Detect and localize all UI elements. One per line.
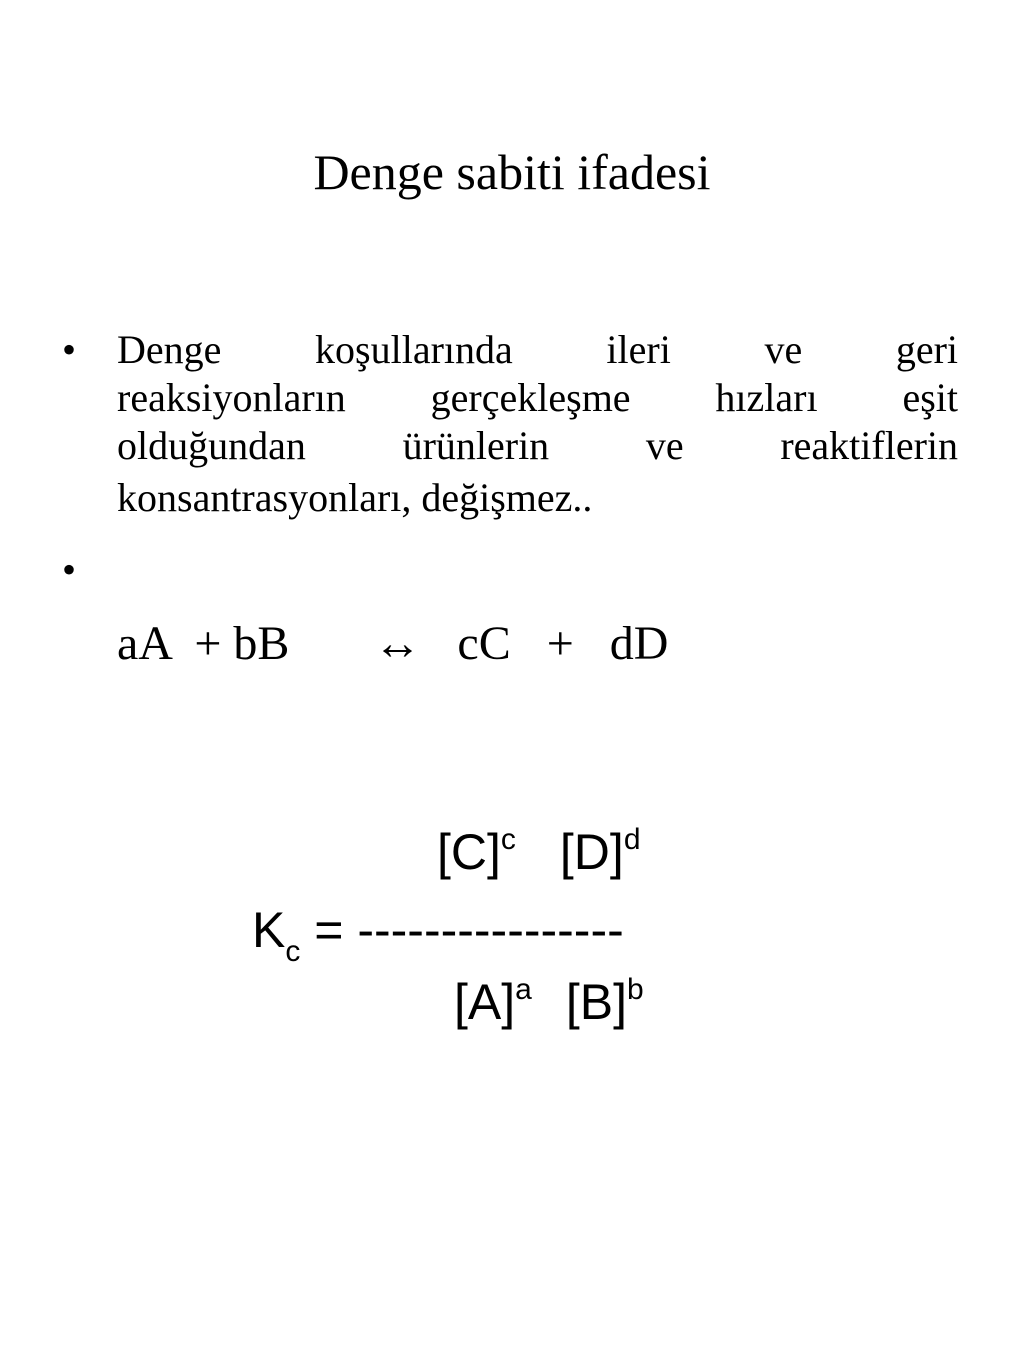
bullet-paragraph	[117, 326, 958, 522]
word: reaktiflerin	[780, 423, 959, 468]
term-base: [A]	[454, 974, 516, 1030]
kc-symbol: K	[252, 902, 286, 958]
bullet-marker-1: •	[62, 327, 77, 372]
denominator-term-b	[566, 974, 644, 1030]
paragraph-line-2	[117, 374, 958, 422]
word: ürünlerin	[402, 423, 550, 468]
word: reaksiyonların	[117, 375, 346, 420]
term-exponent: b	[626, 973, 644, 1006]
paragraph-line-1	[117, 326, 958, 374]
kc-denominator	[454, 970, 644, 1042]
term-base: [D]	[559, 824, 624, 880]
numerator-term-c	[437, 824, 516, 880]
kc-subscript: c	[285, 935, 301, 968]
reaction-equation: aA + bB ↔ cC + dD	[117, 617, 669, 670]
word: gerçekleşme	[430, 375, 631, 420]
term-exponent: d	[623, 823, 641, 856]
paragraph-line-4: konsantrasyonları, değişmez..	[117, 475, 593, 520]
term-exponent: c	[500, 823, 516, 856]
word: Denge	[117, 327, 222, 372]
numerator-term-d	[560, 824, 641, 880]
word: ileri	[606, 327, 671, 372]
slide-title: Denge sabiti ifadesi	[313, 144, 711, 200]
kc-fraction-line	[252, 898, 624, 970]
word: eşit	[902, 375, 958, 420]
kc-numerator	[437, 820, 641, 892]
word: olduğundan	[117, 423, 306, 468]
word: geri	[895, 327, 959, 372]
term-exponent: a	[515, 973, 532, 1006]
word: hızları	[715, 375, 818, 420]
term-base: [B]	[565, 974, 627, 1030]
paragraph-line-3	[117, 422, 958, 470]
fraction-bar: = ----------------	[300, 902, 624, 958]
word: ve	[764, 327, 803, 372]
bullet-marker-2: •	[62, 547, 77, 592]
term-base: [C]	[437, 824, 501, 880]
word: ve	[645, 423, 684, 468]
denominator-term-a	[454, 974, 532, 1030]
word: koşullarında	[315, 327, 513, 372]
